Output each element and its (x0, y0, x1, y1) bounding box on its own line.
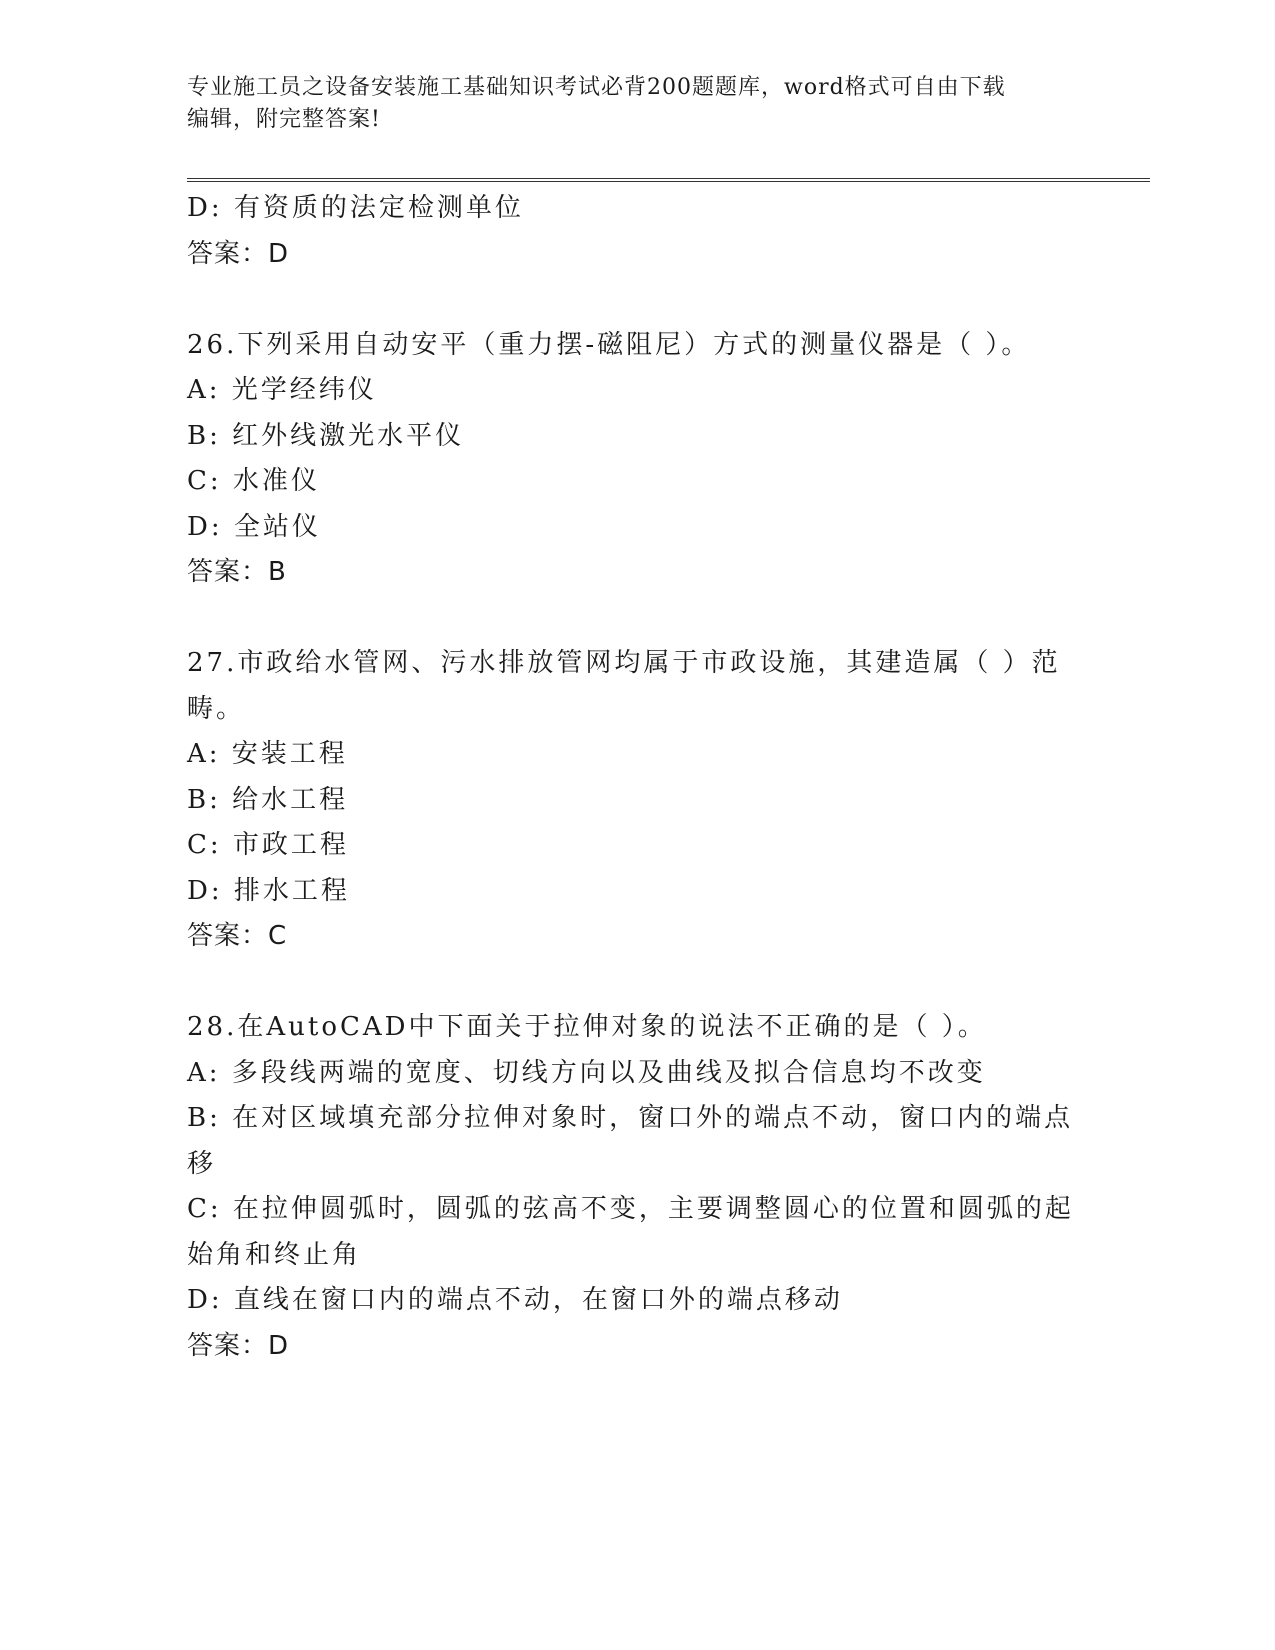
option-b-line-2: 移 (187, 1148, 217, 1179)
question-26 (187, 323, 1087, 596)
question-stem-line-2: 畴。 (187, 693, 246, 724)
option-a: A: 多段线两端的宽度、切线方向以及曲线及拟合信息均不改变 (187, 1057, 986, 1088)
question-stem-line-1: 27.市政给水管网、污水排放管网均属于市政设施，其建造属（ ）范 (187, 648, 1061, 678)
question-stem: 28.在AutoCAD中下面关于拉伸对象的说法不正确的是（ ）。 (187, 1012, 987, 1042)
spacer (187, 596, 1087, 642)
header-title-line-2: 编辑，附完整答案! (187, 107, 381, 132)
option-b: B: 给水工程 (187, 784, 349, 815)
answer: 答案：D (187, 238, 290, 269)
option-b-line-1: B: 在对区域填充部分拉伸对象时，窗口外的端点不动，窗口内的端点 (187, 1103, 1074, 1133)
option-d: D: 全站仪 (187, 511, 321, 542)
document-header (187, 72, 1067, 136)
option-c: C: 市政工程 (187, 830, 349, 860)
question-stem: 26.下列采用自动安平（重力摆-磁阻尼）方式的测量仪器是（ ）。 (187, 329, 1031, 360)
header-divider (187, 178, 1150, 182)
spacer (187, 277, 1087, 323)
question-27 (187, 641, 1087, 960)
option-c: C: 水准仪 (187, 466, 320, 496)
answer: 答案：D (187, 1330, 290, 1361)
spacer (187, 960, 1087, 1006)
question-list (187, 186, 1087, 1369)
option-c-line-2: 始角和终止角 (187, 1239, 362, 1270)
answer: 答案：B (187, 557, 287, 587)
question-28 (187, 1005, 1087, 1369)
question-25-tail (187, 186, 1087, 277)
option-d: D: 有资质的法定检测单位 (187, 193, 524, 223)
answer: 答案：C (187, 921, 288, 951)
option-b: B: 红外线激光水平仪 (187, 420, 465, 451)
option-a: A: 光学经纬仪 (187, 375, 377, 405)
option-c-line-1: C: 在拉伸圆弧时，圆弧的弦高不变，主要调整圆心的位置和圆弧的起 (187, 1194, 1074, 1224)
option-d: D: 直线在窗口内的端点不动，在窗口外的端点移动 (187, 1285, 843, 1315)
option-d: D: 排水工程 (187, 875, 350, 906)
header-title-line-1: 专业施工员之设备安装施工基础知识考试必背200题题库，word格式可自由下载 (187, 75, 1006, 100)
option-a: A: 安装工程 (187, 739, 348, 769)
